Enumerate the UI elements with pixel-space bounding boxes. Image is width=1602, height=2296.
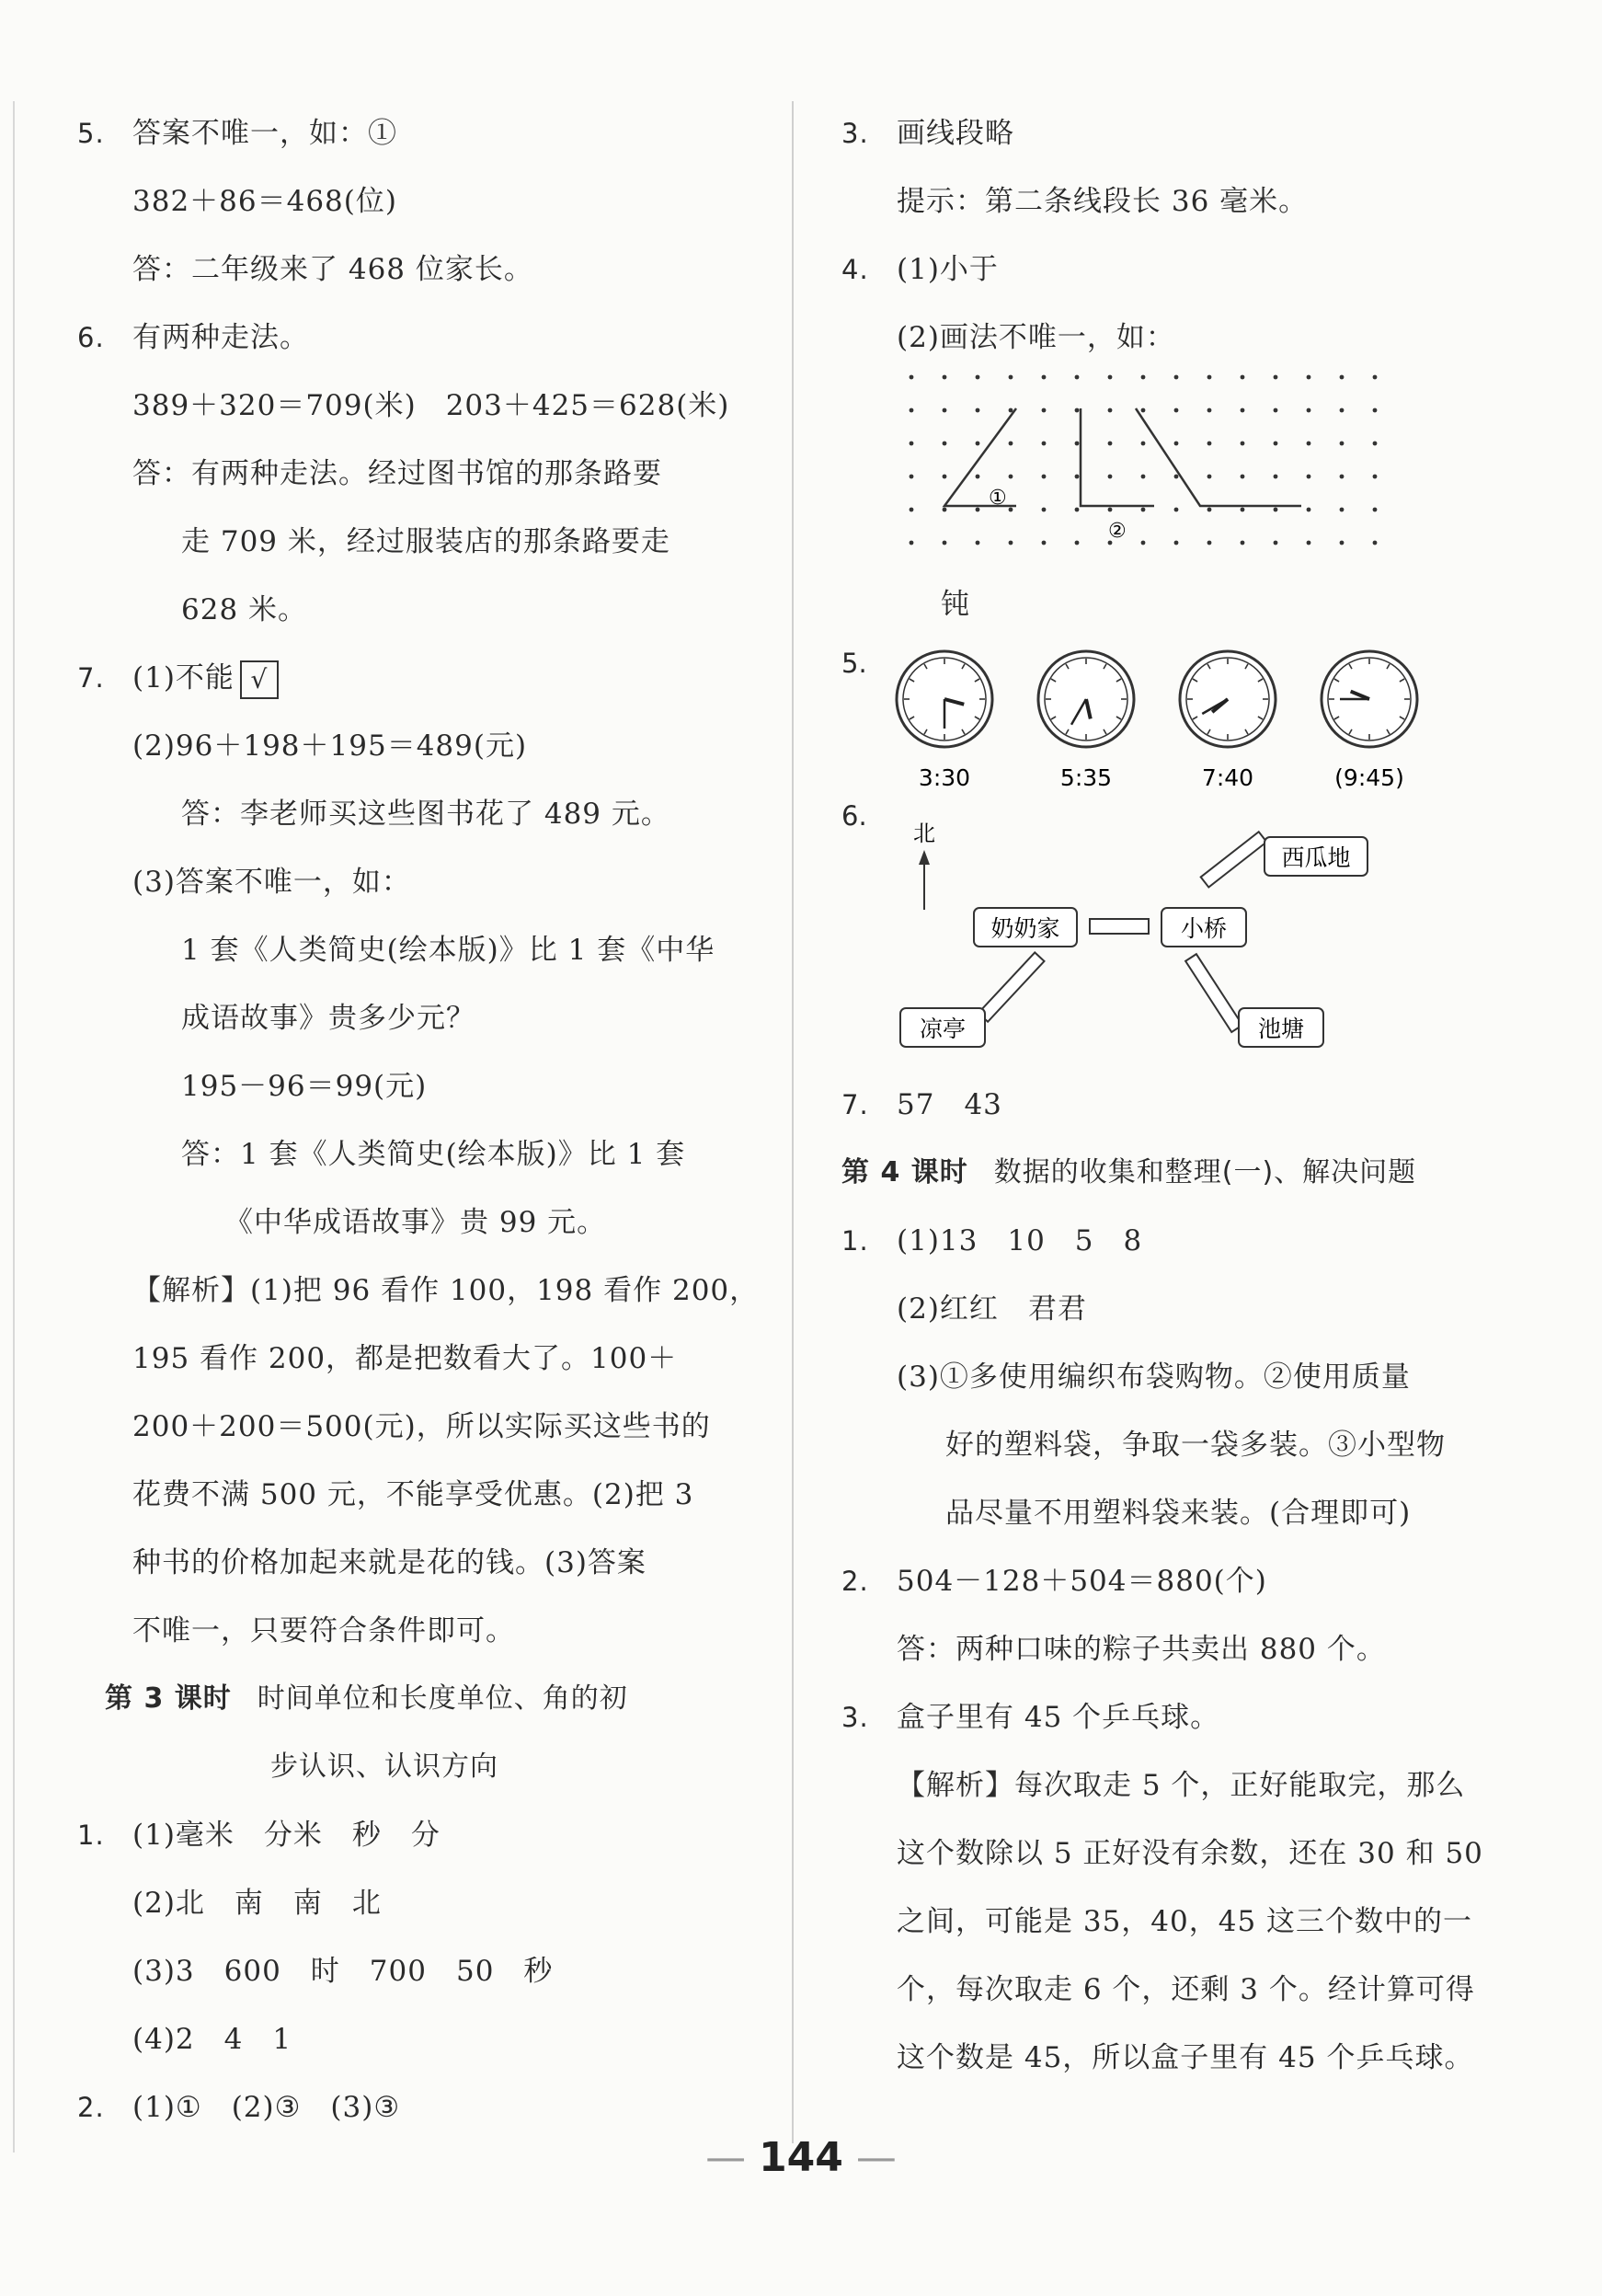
- l3q1-line1: 1. (1)毫米 分米 秒 分: [77, 1801, 721, 1869]
- grid-dot: [1373, 475, 1378, 479]
- grid-dot: [943, 375, 947, 380]
- l4q1-line3: (3)①多使用编织布袋购物。②使用质量: [897, 1360, 1411, 1394]
- checked-box: √: [240, 660, 279, 699]
- road-bridge-watermelon: [1201, 832, 1267, 887]
- clock-label: 7:40: [1201, 764, 1254, 791]
- r-analysis-line2: 这个数除以 5 正好没有余数，还在 30 和 50: [897, 1837, 1483, 1870]
- grid-dot: [1042, 408, 1047, 413]
- q7-line1: 7. 57 43: [841, 1071, 1476, 1139]
- north-label: 北: [913, 821, 935, 846]
- grid-dot: [1141, 508, 1146, 512]
- q6-line3: 答：有两种走法。经过图书馆的那条路要: [132, 457, 662, 490]
- analysis-line4: 花费不满 500 元，不能享受优惠。(2)把 3: [132, 1478, 694, 1511]
- l4q1-line1: 1. (1)13 10 5 8: [841, 1207, 1476, 1275]
- analysis-line1: 【解析】(1)把 96 看作 100，198 看作 200，: [132, 1274, 760, 1307]
- grid-dot: [1174, 442, 1179, 446]
- grid-dot: [976, 408, 980, 413]
- grid-dot: [1307, 541, 1311, 545]
- grid-dot: [910, 541, 914, 545]
- grid-dot: [1141, 475, 1146, 479]
- grid-dot: [1307, 475, 1311, 479]
- q6-line4: 走 709 米，经过服装店的那条路要走: [181, 525, 670, 558]
- grid-dot: [1340, 541, 1345, 545]
- q5-number: 5.: [841, 648, 867, 679]
- grid-dot: [1207, 375, 1212, 380]
- page-edge-rule: [13, 101, 15, 2152]
- grid-dot: [1174, 408, 1179, 413]
- dot-grid-svg: [906, 372, 1458, 570]
- l4q1-number: 1.: [841, 1225, 869, 1257]
- marker-2: ②: [1108, 520, 1127, 543]
- grid-dot: [1174, 508, 1179, 512]
- grid-dot: [1108, 475, 1113, 479]
- grid-dot: [1075, 408, 1080, 413]
- grid-dot: [1108, 375, 1113, 380]
- analysis-line2: 195 看作 200，都是把数看大了。100＋: [132, 1342, 678, 1375]
- grid-dot: [1009, 408, 1013, 413]
- l4q3-line1: 3. 盒子里有 45 个乒乓球。: [841, 1683, 1476, 1751]
- l3q1-line4: (4)2 4 1: [132, 2023, 292, 2056]
- q5-number: 5.: [77, 118, 105, 149]
- grid-dot: [1141, 408, 1146, 413]
- grid-dot: [910, 408, 914, 413]
- q7-number: 7.: [841, 1089, 869, 1120]
- grid-dot: [1042, 442, 1047, 446]
- grid-dot: [1307, 375, 1311, 380]
- q6-number: 6.: [841, 800, 867, 832]
- road-bridge-pond: [1185, 954, 1242, 1032]
- grid-dot: [1009, 508, 1013, 512]
- l3q2-number: 2.: [77, 2092, 105, 2123]
- q4-line1: 4. (1)小于: [841, 235, 1476, 304]
- place-grandma: 奶奶家: [990, 915, 1060, 942]
- grid-dot: [1207, 508, 1212, 512]
- l4q2-number: 2.: [841, 1566, 869, 1597]
- q7-line3: 答：李老师买这些图书花了 489 元。: [181, 798, 670, 831]
- analysis-line3: 200＋200＝500(元)，所以实际买这些书的: [132, 1410, 711, 1443]
- grid-dot: [1207, 442, 1212, 446]
- grid-dot: [1241, 408, 1245, 413]
- grid-dot: [1207, 541, 1212, 545]
- page-footer: [0, 2134, 1602, 2181]
- q6-line5: 628 米。: [181, 593, 308, 626]
- l3q1-line2: (2)北 南 南 北: [132, 1887, 382, 1920]
- grid-dot: [976, 475, 980, 479]
- grid-dot: [1009, 442, 1013, 446]
- q3-line1: 3. 画线段略: [841, 99, 1476, 167]
- l3q1-line3: (3)3 600 时 700 50 秒: [132, 1955, 554, 1988]
- angle-3-lines: [1136, 408, 1301, 506]
- grid-dot: [1274, 475, 1278, 479]
- l4q1-line5: 品尽量不用塑料袋来装。(合理即可): [945, 1497, 1412, 1530]
- lesson4-heading: [841, 1139, 1476, 1207]
- grid-dot: [1075, 475, 1080, 479]
- grid-dot: [1340, 408, 1345, 413]
- grid-dot: [910, 442, 914, 446]
- north-arrow-icon: [919, 850, 930, 865]
- grid-dot: [1373, 375, 1378, 380]
- grid-dot: [1042, 375, 1047, 380]
- grid-dot: [976, 375, 980, 380]
- page-number: 144: [759, 2134, 843, 2181]
- grid-dot: [1042, 541, 1047, 545]
- grid-dot: [1373, 408, 1378, 413]
- r-analysis-line4: 个，每次取走 6 个，还剩 3 个。经计算可得: [897, 1973, 1475, 2006]
- dot-grid-figure: [841, 372, 1476, 570]
- grid-dot: [1241, 442, 1245, 446]
- q7-line8: 答：1 套《人类简史(绘本版)》比 1 套: [181, 1138, 686, 1171]
- grid-dot: [1274, 541, 1278, 545]
- clock-3: [1180, 651, 1276, 791]
- lesson3-title: 时间单位和长度单位、角的初: [257, 1682, 628, 1715]
- l4q1-line2: (2)红红 君君: [897, 1292, 1087, 1326]
- l4q2-line2: 答：两种口味的粽子共卖出 880 个。: [897, 1633, 1386, 1666]
- place-pond: 池塘: [1257, 1016, 1305, 1042]
- analysis-tag: 【解析】: [132, 1274, 250, 1307]
- q4-number: 4.: [841, 254, 869, 285]
- grid-dot: [1009, 475, 1013, 479]
- map-svg: [878, 804, 1467, 1071]
- q3-line2: 提示：第二条线段长 36 毫米。: [897, 185, 1309, 218]
- q7-line1: 7. (1)不能 √: [77, 644, 721, 712]
- q6-line1: 6. 有两种走法。: [77, 304, 721, 372]
- grid-dot: [1373, 541, 1378, 545]
- analysis-line5: 种书的价格加起来就是花的钱。(3)答案: [132, 1546, 647, 1579]
- grid-dot: [1307, 508, 1311, 512]
- grid-dot: [1274, 408, 1278, 413]
- grid-dot: [1241, 508, 1245, 512]
- q3-number: 3.: [841, 118, 869, 149]
- clock-group: [897, 651, 1417, 791]
- q7-number: 7.: [77, 662, 105, 694]
- angle-2-lines: [1081, 408, 1154, 506]
- grid-dot: [1108, 442, 1113, 446]
- grid-dot: [1042, 475, 1047, 479]
- clocks-svg: [887, 638, 1476, 804]
- grid-dot: [910, 508, 914, 512]
- q6-line2: 389＋320＝709(米) 203＋425＝628(米): [132, 389, 730, 422]
- grid-dot: [1207, 408, 1212, 413]
- grid-dot: [943, 541, 947, 545]
- clock-label: (9:45): [1334, 764, 1404, 791]
- footer-dash-left: —: [705, 2134, 747, 2181]
- grid-dot: [1340, 475, 1345, 479]
- grid-dot: [943, 508, 947, 512]
- place-pavilion: 凉亭: [919, 1016, 967, 1042]
- q7-line4: (3)答案不唯一，如：: [132, 866, 411, 899]
- grid-dot: [1075, 375, 1080, 380]
- q4-line2: (2)画法不唯一，如：: [897, 321, 1175, 354]
- r-analysis-line1: 【解析】每次取走 5 个，正好能取完，那么: [897, 1769, 1466, 1802]
- marker-1: ①: [989, 487, 1007, 510]
- q7-line2: (2)96＋198＋195＝489(元): [132, 729, 528, 763]
- grid-dot: [1009, 375, 1013, 380]
- grid-dot: [943, 408, 947, 413]
- lesson4-title: 数据的收集和整理(一)、解决问题: [993, 1156, 1417, 1188]
- place-bridge: 小桥: [1180, 915, 1228, 942]
- grid-dot: [1373, 442, 1378, 446]
- l3q1-number: 1.: [77, 1820, 105, 1851]
- analysis-line6: 不唯一，只要符合条件即可。: [132, 1614, 515, 1647]
- right-column: [841, 99, 1483, 2092]
- grid-dot: [1075, 508, 1080, 512]
- grid-dot: [910, 375, 914, 380]
- clock-4: [1322, 651, 1417, 791]
- l4q3-number: 3.: [841, 1702, 869, 1733]
- q7-line7: 195－96＝99(元): [181, 1070, 428, 1103]
- footer-dash-right: —: [855, 2134, 897, 2181]
- left-column: [77, 99, 760, 2141]
- q7-line6: 成语故事》贵多少元？: [181, 1002, 475, 1035]
- l3q2-line1: 2. (1)① (2)③ (3)③: [77, 2073, 721, 2141]
- grid-dot: [1241, 475, 1245, 479]
- r-analysis-line5: 这个数是 45，所以盒子里有 45 个乒乓球。: [897, 2041, 1474, 2074]
- grid-dot: [1373, 508, 1378, 512]
- grid-dot: [1340, 375, 1345, 380]
- grid-dot: [1174, 541, 1179, 545]
- grid-dot: [1075, 442, 1080, 446]
- l4q2-line1: 2. 504－128＋504＝880(个): [841, 1547, 1476, 1615]
- grid-dot: [1274, 442, 1278, 446]
- q6-map: [841, 800, 1476, 1071]
- grid-dot: [1274, 508, 1278, 512]
- grid-dot: [1307, 442, 1311, 446]
- grid-dot: [976, 508, 980, 512]
- place-watermelon: 西瓜地: [1281, 844, 1351, 871]
- grid-dot: [1042, 508, 1047, 512]
- grid-dot: [1108, 508, 1113, 512]
- l4q1-line4: 好的塑料袋，争取一袋多装。③小型物: [945, 1429, 1446, 1462]
- clock-label: 3:30: [918, 764, 971, 791]
- grid-dot: [976, 442, 980, 446]
- grid-dot: [1174, 375, 1179, 380]
- q5-clocks: [841, 638, 1476, 804]
- q5-line3: 答：二年级来了 468 位家长。: [132, 253, 533, 286]
- grid-dot: [1141, 375, 1146, 380]
- grid-dot: [1241, 541, 1245, 545]
- lesson3-label: 第 3 课时: [105, 1682, 232, 1715]
- grid-dot: [1207, 475, 1212, 479]
- clock-2: [1038, 651, 1134, 791]
- road-pavilion-grandma: [978, 952, 1045, 1021]
- lesson4-label: 第 4 课时: [841, 1156, 968, 1188]
- grid-dot: [943, 475, 947, 479]
- grid-dot: [1307, 408, 1311, 413]
- clock-1: [897, 651, 992, 791]
- q7-line9: 《中华成语故事》贵 99 元。: [224, 1206, 607, 1239]
- q4-line3: 钝: [941, 588, 970, 621]
- grid-dot: [1174, 475, 1179, 479]
- grid-dot: [976, 541, 980, 545]
- grid-dot: [943, 442, 947, 446]
- grid-dot: [1141, 442, 1146, 446]
- q6-number: 6.: [77, 322, 105, 353]
- grid-dot: [1340, 508, 1345, 512]
- grid-dot: [1141, 541, 1146, 545]
- grid-dot: [1009, 541, 1013, 545]
- lesson3-heading: [77, 1665, 721, 1733]
- analysis-tag: 【解析】: [897, 1769, 1014, 1802]
- grid-dot: [1075, 541, 1080, 545]
- q5-line2: 382＋86＝468(位): [132, 185, 397, 218]
- lesson3-heading-cont: 步认识、认识方向: [270, 1751, 498, 1783]
- q7-line5: 1 套《人类简史(绘本版)》比 1 套《中华: [181, 934, 715, 967]
- grid-dot: [1274, 375, 1278, 380]
- grid-dot: [1108, 408, 1113, 413]
- clock-label: 5:35: [1059, 764, 1113, 791]
- grid-dot: [910, 475, 914, 479]
- r-analysis-line3: 之间，可能是 35，40，45 这三个数中的一: [897, 1905, 1473, 1938]
- grid-dot: [1241, 375, 1245, 380]
- road-grandma-bridge: [1090, 919, 1149, 934]
- grid-dot: [1340, 442, 1345, 446]
- column-divider: [792, 101, 794, 2143]
- q5-line1: 5. 答案不唯一，如：①: [77, 99, 721, 167]
